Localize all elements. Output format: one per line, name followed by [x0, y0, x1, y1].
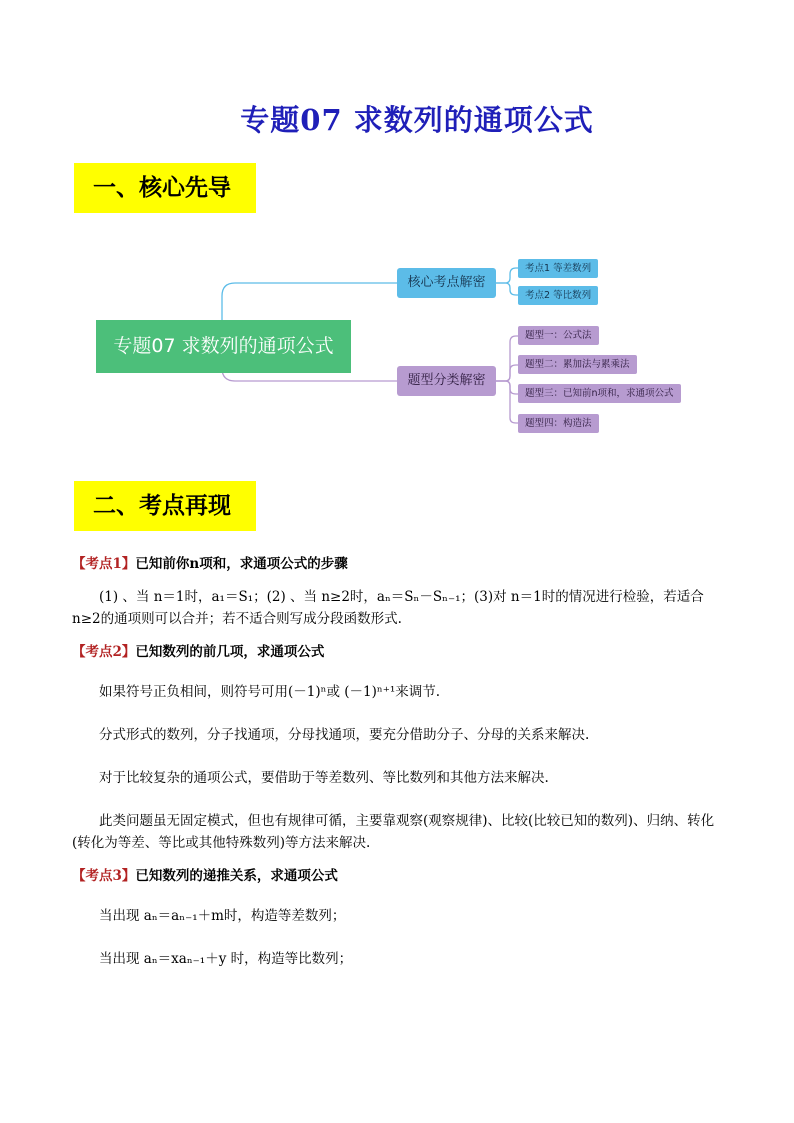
connector-branch1-leaf2 — [496, 283, 518, 295]
connector-branch1-leaf1 — [496, 268, 518, 283]
kaodian-2-heading: 【考点2】已知数列的前几项，求通项公式 — [72, 644, 325, 660]
kaodian-3-text-2: 当出现 aₙ＝xaₙ₋₁＋y 时，构造等比数列； — [99, 951, 353, 967]
kaodian-2-text-4: 此类问题虽无固定模式，但也有规律可循，主要靠观察(观察规律)、比较(比较已知的数列)、归纳、转化(转化为等差、等比或其他特殊数列)等方法来解决. — [72, 813, 715, 851]
kaodian-2-text-1: 如果符号正负相间，则符号可用(－1)ⁿ或 (－1)ⁿ⁺¹来调节. — [99, 684, 441, 700]
kaodian-1-heading: 【考点1】已知前你n项和，求通项公式的步骤 — [72, 556, 348, 572]
kaodian-3-text-1: 当出现 aₙ＝aₙ₋₁＋m时，构造等差数列； — [99, 908, 346, 924]
kaodian-content — [72, 553, 730, 970]
page-title: 专题07 求数列的通项公式 — [240, 103, 594, 137]
section-heading-core: 一、核心先导 — [74, 163, 256, 213]
kaodian-1-text: (1) 、当 n＝1时，a₁＝S₁；(2) 、当 n≥2时，aₙ＝Sₙ－Sₙ₋₁；(3)对 n＝1时的情况进行检验，若适合 n≥2的通项则可以合并；若不适合则写成分段函数形式. — [72, 589, 704, 627]
mindmap-branch-core: 核心考点解密 — [397, 268, 496, 298]
connector-branch2-leaf4 — [496, 381, 518, 423]
kaodian-2-text-3: 对于比较复杂的通项公式，要借助于等差数列、等比数列和其他方法来解决. — [99, 770, 549, 786]
mindmap-leaf-type1: 题型一：公式法 — [518, 326, 599, 345]
mindmap-leaf-type3: 题型三：已知前n项和，求通项公式 — [518, 384, 681, 403]
connector-branch2-leaf2 — [496, 365, 518, 381]
mindmap-root: 专题07 求数列的通项公式 — [96, 320, 351, 373]
connector-branch2-leaf3 — [496, 381, 518, 394]
kaodian-3-heading: 【考点3】已知数列的递推关系，求通项公式 — [72, 868, 338, 884]
mindmap-branch-types: 题型分类解密 — [397, 366, 496, 396]
mindmap-leaf-type4: 题型四：构造法 — [518, 414, 599, 433]
connector-branch2-leaf1 — [496, 336, 518, 381]
mindmap-leaf-kaodian2: 考点2 等比数列 — [518, 286, 598, 305]
connector-root-branch1 — [222, 283, 397, 320]
mindmap-leaf-kaodian1: 考点1 等差数列 — [518, 259, 598, 278]
section-heading-review: 二、考点再现 — [74, 481, 256, 531]
kaodian-2-text-2: 分式形式的数列，分子找通项，分母找通项，要充分借助分子、分母的关系来解决. — [99, 727, 590, 743]
mindmap-leaf-type2: 题型二：累加法与累乘法 — [518, 355, 637, 374]
